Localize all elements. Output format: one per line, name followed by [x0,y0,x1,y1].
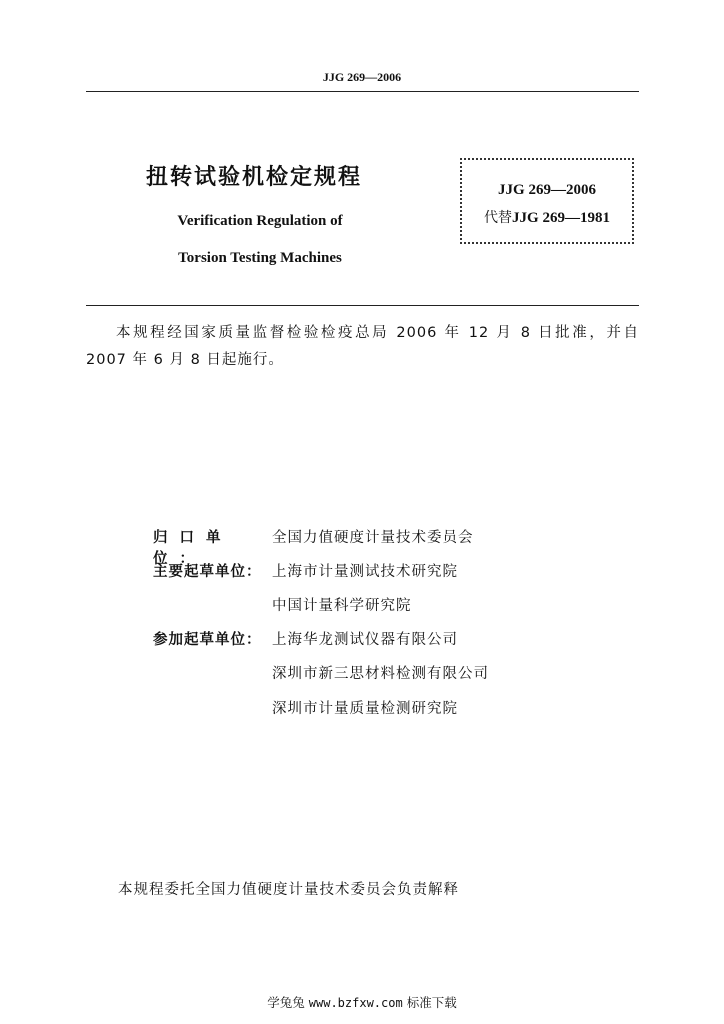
participating-drafting-unit: 上海华龙测试仪器有限公司 [272,632,458,648]
title-english-line2: Torsion Testing Machines [178,250,342,266]
title-chinese: 扭转试验机检定规程 [146,165,363,190]
title-english-line1: Verification Regulation of [177,213,343,229]
section-rule [86,305,639,306]
approval-paragraph: 本规程经国家质量监督检验检疫总局 2006 年 12 月 8 日批准，并自 2007 年 6 月 8 日起施行。 [86,325,639,368]
footer-tagline: 标准下载 [406,995,457,1010]
footer-url[interactable]: www.bzfxw.com [308,996,403,1010]
standard-code: JJG 269—2006 [498,182,596,198]
interpretation-note: 本规程委托全国力值硬度计量技术委员会负责解释 [118,882,459,898]
replaces-line [462,207,632,227]
main-drafting-unit: 中国计量科学研究院 [272,598,412,614]
standard-code-box [460,158,634,244]
footer-site-name: 学兔兔 [267,995,305,1010]
participating-drafting-label: 参加起草单位： [153,632,262,648]
header-rule [86,91,639,92]
responsible-unit-label: 归口单位： [153,530,233,567]
header-standard-code: JJG 269—2006 [322,70,402,84]
replaces-prefix: 代替 [484,210,513,226]
participating-drafting-unit: 深圳市新三思材料检测有限公司 [272,666,489,682]
responsible-unit-value: 全国力值硬度计量技术委员会 [272,530,474,546]
replaces-code: JJG 269—1981 [512,210,610,226]
main-drafting-unit: 上海市计量测试技术研究院 [272,564,458,580]
footer-watermark [0,993,724,1011]
main-drafting-label: 主要起草单位： [153,564,262,580]
participating-drafting-unit: 深圳市计量质量检测研究院 [272,701,458,717]
